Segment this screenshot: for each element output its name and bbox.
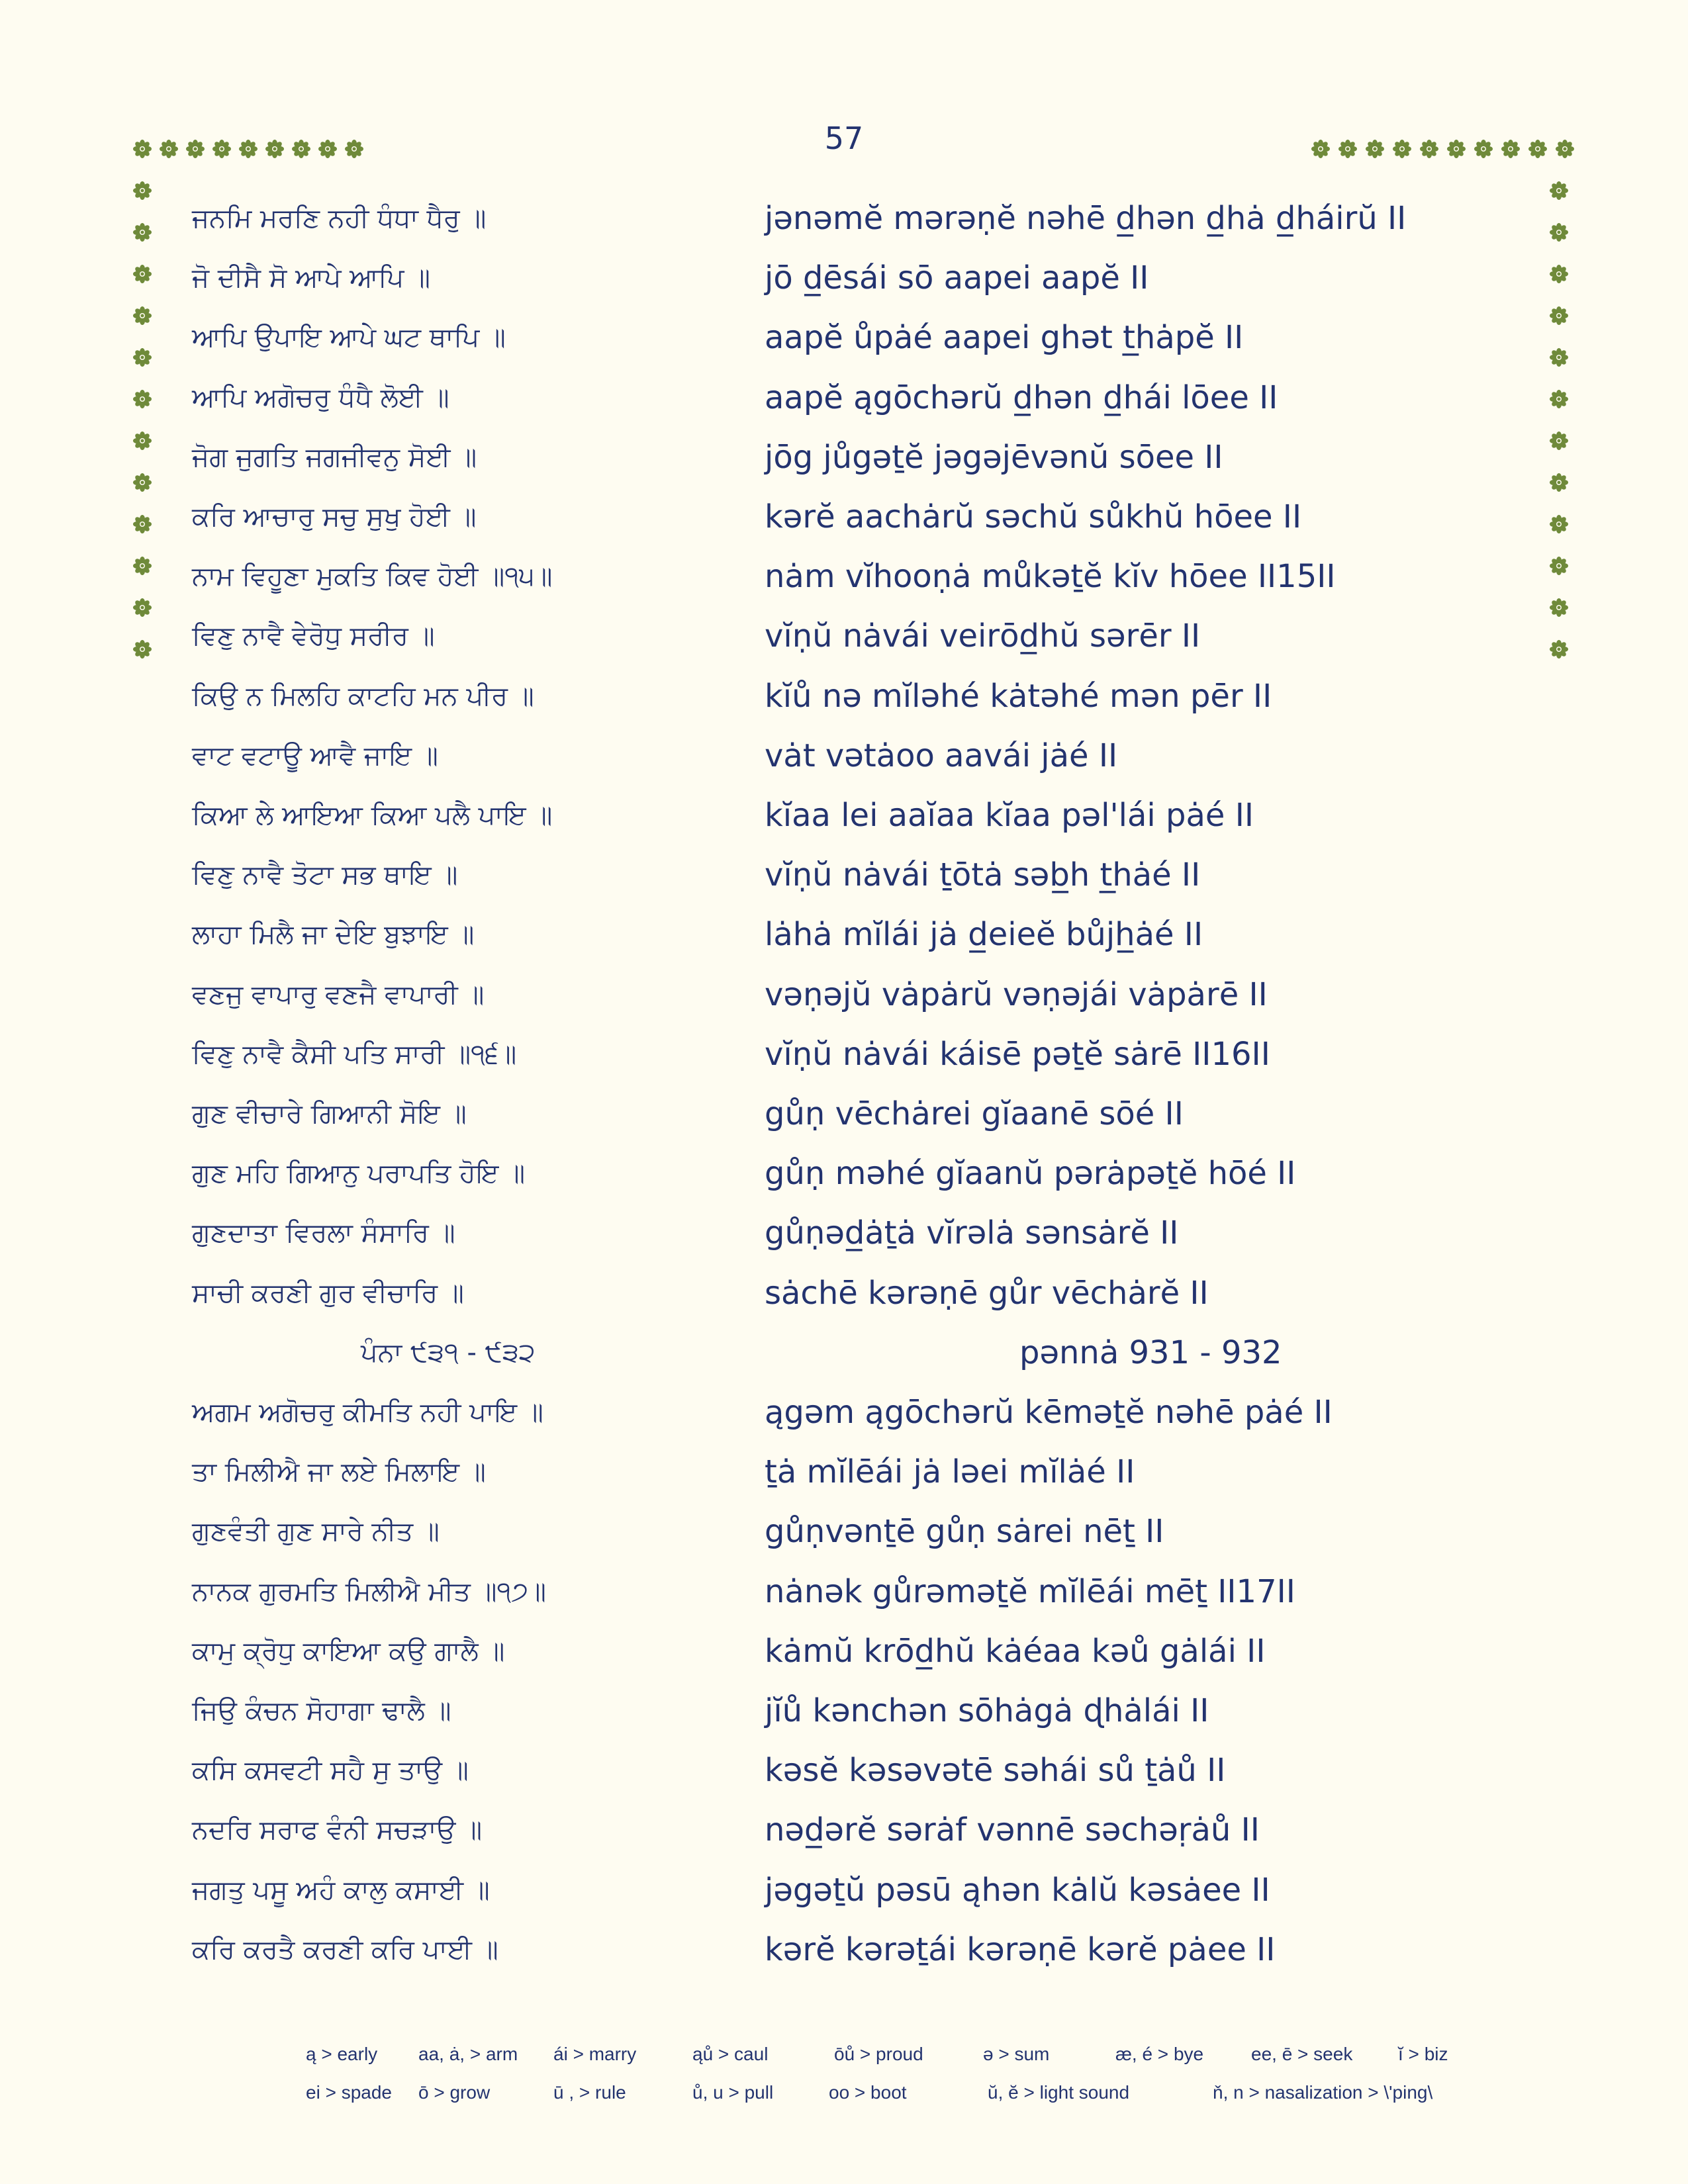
flower-icon (1549, 181, 1569, 201)
flower-icon (132, 306, 152, 326)
flower-icon (1549, 514, 1569, 534)
flower-icon (185, 139, 205, 159)
gurmukhi-line: ਵਣਜੁ ਵਾਪਾਰੁ ਵਣਜੈ ਵਾਪਾਰੀ ॥ (192, 979, 485, 1010)
transliteration-line: jənəmĕ mərəṇĕ nəhē d̲hən d̲hȧ d̲háirŭ II (765, 200, 1407, 237)
gurmukhi-line: ਗੁਣ ਮਹਿ ਗਿਆਨੁ ਪਰਾਪਤਿ ਹੋਇ ॥ (192, 1158, 526, 1189)
gurmukhi-line: ਕਰਿ ਕਰਤੈ ਕਰਣੀ ਕਰਿ ਪਾਈ ॥ (192, 1934, 498, 1965)
transliteration-line: ṯȧ mĭlēái jȧ ləei mĭlȧé II (765, 1453, 1135, 1491)
flower-icon (1528, 139, 1548, 159)
flower-icon (132, 598, 152, 617)
gurmukhi-line: ਕਿਉ ਨ ਮਿਲਹਿ ਕਾਟਹਿ ਮਨ ਪੀਰ ॥ (192, 680, 534, 711)
transliteration-line: sȧchē kərəṇē gůr vēchȧrĕ II (765, 1274, 1209, 1312)
transliteration-line: vĭṇŭ nȧvái veirōd̲hŭ sərēr II (765, 617, 1201, 655)
gurmukhi-line: ਜੋਗ ਜੁਗਤਿ ਜਗਜੀਵਨੁ ਸੋਈ ॥ (192, 441, 477, 473)
flower-icon (1549, 306, 1569, 326)
transliteration-line: gůṇ məhé gĭaanŭ pərȧpəṯĕ hōé II (765, 1155, 1296, 1193)
legend-entry: ň, n > nasalization > \'ping\ (1213, 2082, 1433, 2103)
flower-icon (1501, 139, 1521, 159)
transliteration-line: vĭṇŭ nȧvái ṯōtȧ səb̲h t̲hȧé II (765, 856, 1201, 894)
transliteration-line: lȧhȧ mĭlái jȧ d̲eieĕ bůjh̲ȧé II (765, 916, 1203, 954)
transliteration-line: kĭaa lei aaĭaa kĭaa pəl'lái pȧé II (765, 797, 1254, 834)
flower-icon (1311, 139, 1331, 159)
transliteration-line: pənnȧ 931 - 932 (1019, 1334, 1282, 1371)
legend-entry: ōů > proud (834, 2044, 923, 2064)
transliteration-line: jəgəṯŭ pəsū ąhən kȧlŭ kəsȧee II (765, 1871, 1270, 1909)
flower-icon (1549, 347, 1569, 367)
gurmukhi-line: ਗੁਣ ਵੀਚਾਰੇ ਗਿਆਨੀ ਸੋਇ ॥ (192, 1099, 467, 1129)
flower-icon (132, 264, 152, 284)
flower-icon (132, 389, 152, 409)
gurmukhi-line: ਨਦਰਿ ਸਰਾਫ ਵੰਨੀ ਸਚੜਾਉ ॥ (192, 1815, 483, 1846)
transliteration-line: gůṇvənṯē gůṇ sȧrei nēṯ II (765, 1513, 1164, 1551)
gurmukhi-line: ਪੰਨਾ ੯੩੧ - ੯੩੨ (361, 1337, 536, 1368)
gurmukhi-line: ਆਪਿ ਅਗੋਚਰੁ ਧੰਧੈ ਲੋਈ ॥ (192, 382, 449, 413)
gurmukhi-line: ਅਗਮ ਅਗੋਚਰੁ ਕੀਮਤਿ ਨਹੀ ਪਾਇ ॥ (192, 1397, 543, 1428)
flower-icon (1549, 556, 1569, 576)
flower-icon (1549, 598, 1569, 617)
transliteration-line: gůṇ vēchȧrei gĭaanē sōé II (765, 1095, 1184, 1132)
flower-icon (132, 431, 152, 451)
flower-icon (212, 139, 232, 159)
flower-icon (1555, 139, 1575, 159)
flower-icon (132, 556, 152, 576)
gurmukhi-line: ਵਾਟ ਵਟਾਊ ਆਵੈ ਜਾਇ ॥ (192, 740, 438, 771)
flower-icon (132, 347, 152, 367)
transliteration-line: kərĕ kərəṯái kərəṇē kərĕ pȧee II (765, 1931, 1276, 1968)
flower-icon (132, 181, 152, 201)
transliteration-line: vĭṇŭ nȧvái káisē pəṯĕ sȧrē II16II (765, 1035, 1270, 1073)
flower-icon (1474, 139, 1493, 159)
transliteration-line: nȧm vĭhooṇȧ můkəṯĕ kĭv hōee II15II (765, 558, 1336, 596)
gurmukhi-line: ਜੋ ਦੀਸੈ ਸੋ ਆਪੇ ਆਪਿ ॥ (192, 263, 430, 294)
legend-entry: aa, ȧ, > arm (418, 2044, 518, 2064)
transliteration-line: aapĕ ągōchərŭ d̲hən d̲hái lōee II (765, 379, 1278, 416)
gurmukhi-line: ਵਿਣੁ ਨਾਵੈ ਕੈਸੀ ਪਤਿ ਸਾਰੀ ॥੧੬॥ (192, 1038, 517, 1069)
legend-entry: ą > early (306, 2044, 378, 2064)
flower-icon (132, 473, 152, 492)
flower-icon (159, 139, 179, 159)
transliteration-line: vəṇəjŭ vȧpȧrŭ vəṇəjái vȧpȧrē II (765, 976, 1268, 1013)
flower-icon (318, 139, 338, 159)
legend-entry: ąů > caul (692, 2044, 769, 2064)
gurmukhi-line: ਸਾਚੀ ਕਰਣੀ ਗੁਰ ਵੀਚਾਰਿ ॥ (192, 1277, 464, 1308)
legend-entry: ei > spade (306, 2082, 392, 2103)
transliteration-line: nȧnək gůrəməṯĕ mĭlēái mēṯ II17II (765, 1572, 1295, 1610)
flower-icon (1549, 222, 1569, 242)
flower-icon (132, 514, 152, 534)
gurmukhi-line: ਗੁਣਵੰਤੀ ਗੁਣ ਸਾਰੇ ਨੀਤ ॥ (192, 1516, 440, 1547)
transliteration-line: ągəm ągōchərŭ kēməṯĕ nəhē pȧé II (765, 1394, 1333, 1431)
flower-icon (1446, 139, 1466, 159)
flower-icon (1549, 431, 1569, 451)
legend-entry: ō > grow (418, 2082, 491, 2103)
flower-icon (1549, 264, 1569, 284)
legend-entry: oo > boot (829, 2082, 907, 2103)
transliteration-line: vȧt vətȧoo aavái jȧé II (765, 737, 1118, 774)
transliteration-line: jōg jůgəṯĕ jəgəjēvənŭ sōee II (765, 438, 1223, 476)
flower-icon (1392, 139, 1412, 159)
transliteration-line: gůṇəd̲ȧṯȧ vĭrəlȧ sənsȧrĕ II (765, 1214, 1179, 1252)
gurmukhi-line: ਗੁਣਦਾਤਾ ਵਿਰਲਾ ਸੰਸਾਰਿ ॥ (192, 1218, 455, 1249)
legend-entry: ə > sum (983, 2044, 1050, 2064)
gurmukhi-line: ਤਾ ਮਿਲੀਐ ਜਾ ਲਏ ਮਿਲਾਇ ॥ (192, 1457, 486, 1488)
flower-icon (1365, 139, 1385, 159)
gurmukhi-line: ਲਾਹਾ ਮਿਲੈ ਜਾ ਦੇਇ ਬੁਝਾਇ ॥ (192, 919, 475, 950)
flower-icon (291, 139, 311, 159)
gurmukhi-line: ਕਸਿ ਕਸਵਟੀ ਸਹੈ ਸੁ ਤਾਉ ॥ (192, 1755, 469, 1786)
flower-icon (1549, 389, 1569, 409)
gurmukhi-line: ਜਨਮਿ ਮਰਣਿ ਨਹੀ ਧੰਧਾ ਧੈਰੁ ॥ (192, 203, 487, 234)
legend-entry: ái > marry (553, 2044, 637, 2064)
gurmukhi-line: ਨਾਮ ਵਿਹੂਣਾ ਮੁਕਤਿ ਕਿਵ ਹੋਈ ॥੧੫॥ (192, 561, 553, 592)
transliteration-line: kəsĕ kəsəvətē səhái sů ṯȧů II (765, 1752, 1226, 1790)
transliteration-line: nəd̲ərĕ sərȧf vənnē səchəṛȧů II (765, 1811, 1260, 1849)
transliteration-line: kȧmŭ krōd̲hŭ kȧéaa kəů gȧlái II (765, 1632, 1266, 1670)
flower-icon (238, 139, 258, 159)
flower-icon (265, 139, 285, 159)
flower-icon (1549, 473, 1569, 492)
transliteration-line: jĭů kənchən sōhȧgȧ ɖhȧlái II (765, 1692, 1209, 1729)
flower-icon (1419, 139, 1439, 159)
flower-icon (344, 139, 364, 159)
transliteration-line: kĭů nə mĭləhé kȧtəhé mən pēr II (765, 677, 1272, 715)
legend-entry: ŭ, ĕ > light sound (988, 2082, 1130, 2103)
flower-icon (132, 222, 152, 242)
gurmukhi-line: ਕਾਮੁ ਕ੍ਰੋਧੁ ਕਾਇਆ ਕਉ ਗਾਲੈ ॥ (192, 1635, 505, 1666)
gurmukhi-line: ਨਾਨਕ ਗੁਰਮਤਿ ਮਿਲੀਐ ਮੀਤ ॥੧੭॥ (192, 1576, 546, 1607)
transliteration-line: kərĕ aachȧrŭ səchŭ sůkhŭ hōee II (765, 498, 1302, 535)
gurmukhi-line: ਕਰਿ ਆਚਾਰੁ ਸਚੁ ਸੁਖੁ ਹੋਈ ॥ (192, 502, 477, 532)
legend-entry: ee, ē > seek (1251, 2044, 1353, 2064)
flower-icon (132, 639, 152, 659)
gurmukhi-line: ਕਿਆ ਲੇ ਆਇਆ ਕਿਆ ਪਲੈ ਪਾਇ ॥ (192, 800, 553, 831)
transliteration-line: aapĕ ůpȧé aapei ghət t̲hȧpĕ II (765, 319, 1244, 357)
gurmukhi-line: ਜਿਉ ਕੰਚਨ ਸੋਹਾਗਾ ਢਾਲੈ ॥ (192, 1696, 451, 1726)
legend-entry: ů, u > pull (692, 2082, 774, 2103)
legend-entry: æ, é > bye (1115, 2044, 1204, 2064)
legend-entry: ū , > rule (553, 2082, 626, 2103)
gurmukhi-line: ਆਪਿ ਉਪਾਇ ਆਪੇ ਘਟ ਥਾਪਿ ॥ (192, 322, 506, 353)
page-number: 57 (824, 120, 864, 156)
legend-entry: ĭ > biz (1398, 2044, 1448, 2064)
gurmukhi-line: ਜਗਤੁ ਪਸੂ ਅਹੰ ਕਾਲੁ ਕਸਾਈ ॥ (192, 1874, 490, 1905)
flower-icon (132, 139, 152, 159)
gurmukhi-line: ਵਿਣੁ ਨਾਵੈ ਵੇਰੋਧੁ ਸਰੀਰ ॥ (192, 621, 435, 652)
transliteration-line: jō d̲ēsái sō aapei aapĕ II (765, 259, 1149, 297)
flower-icon (1549, 639, 1569, 659)
flower-icon (1338, 139, 1358, 159)
gurmukhi-line: ਵਿਣੁ ਨਾਵੈ ਤੋਟਾ ਸਭ ਥਾਇ ॥ (192, 860, 458, 891)
